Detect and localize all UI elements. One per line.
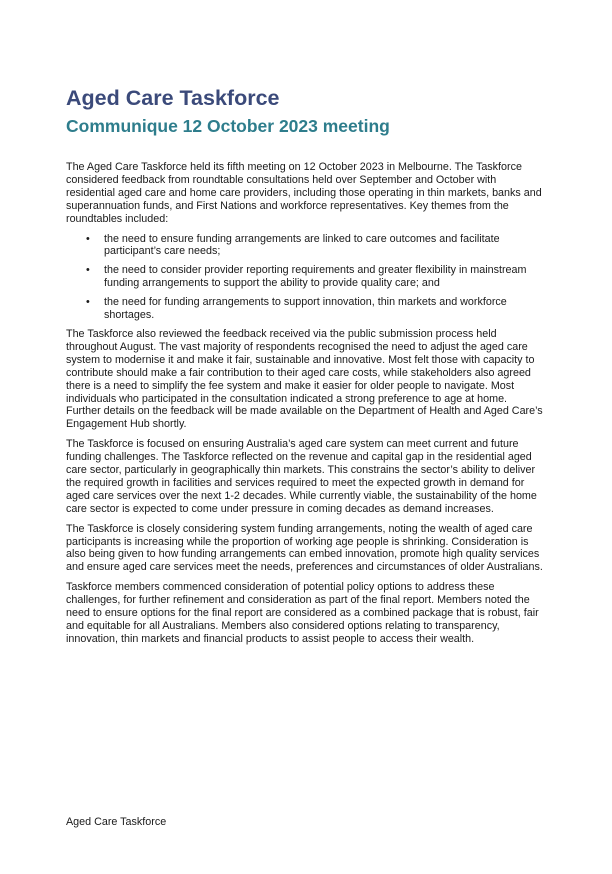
page-subtitle: Communique 12 October 2023 meeting bbox=[66, 116, 390, 136]
paragraph: The Taskforce also reviewed the feedback received via the public submission process held throughout August. The vast majority of respondents recognised the need to adjust the aged care system to modernise it and make it fair, sustainable and innovative. Most felt those with capacity to contribute should make a fair contribution to their aged care costs, while stakeholders also agreed there is a need to simplify the fee system and make it easier for older people to navigate. Most individuals who participated in the consultation indicated a strong preference to age at home. Further details on the feedback will be made available on the Department of Health and Aged Care’s Engagement Hub shortly. bbox=[66, 327, 543, 431]
document-page bbox=[66, 86, 544, 653]
themes-list bbox=[66, 233, 544, 322]
document-body bbox=[66, 161, 544, 646]
paragraph: The Taskforce is focused on ensuring Australia’s aged care system can meet current and future funding challenges. The Taskforce reflected on the revenue and capital gap in the residential aged care sector, particularly in geographically thin markets. This constrains the sector’s ability to deliver the required growth in facilities and services required to meet the expected growth in demand for aged care services over the next 1-2 decades. While currently viable, the sustainability of the home care sector is expected to come under pressure in coming decades as demand increases. bbox=[66, 438, 537, 515]
bullet-icon: • bbox=[86, 264, 90, 277]
list-item-text: the need for funding arrangements to support innovation, thin markets and workforce shortages. bbox=[104, 296, 507, 322]
bullet-icon: • bbox=[86, 296, 90, 309]
list-item bbox=[66, 264, 544, 290]
list-item bbox=[66, 296, 544, 322]
page-title: Aged Care Taskforce bbox=[66, 86, 280, 110]
list-item-text: the need to ensure funding arrangements are linked to care outcomes and facilitate participant’s care needs; bbox=[104, 232, 500, 258]
paragraph: Taskforce members commenced consideration of potential policy options to address these challenges, for further refinement and consideration as part of the final report. Members noted the need to ensure options for the final report are considered as a combined package that is robust, fair and equitable for all Australians. Members also considered options relating to transparency, innovation, thin markets and financial products to assist people to access their wealth. bbox=[66, 581, 539, 645]
bullet-icon: • bbox=[86, 232, 90, 245]
list-item bbox=[66, 233, 544, 259]
list-item-text: the need to consider provider reporting requirements and greater flexibility in mainstream funding arrangements to support the ability to provide quality care; and bbox=[104, 264, 527, 290]
paragraph: The Taskforce is closely considering system funding arrangements, noting the wealth of aged care participants is increasing while the proportion of working age people is shrinking. Consideration is also being given to how funding arrangements can embed innovation, promote high quality services and ensure aged care services meet the needs, preferences and circumstances of older Australians. bbox=[66, 522, 543, 574]
page-footer: Aged Care Taskforce bbox=[66, 816, 167, 828]
intro-paragraph: The Aged Care Taskforce held its fifth meeting on 12 October 2023 in Melbourne. The Taskforce considered feedback from roundtable consultations held over September and October with residential aged care and home care providers, including those operating in thin markets, banks and superannuation funds, and First Nations and workforce representatives. Key themes from the roundtables included: bbox=[66, 161, 542, 225]
